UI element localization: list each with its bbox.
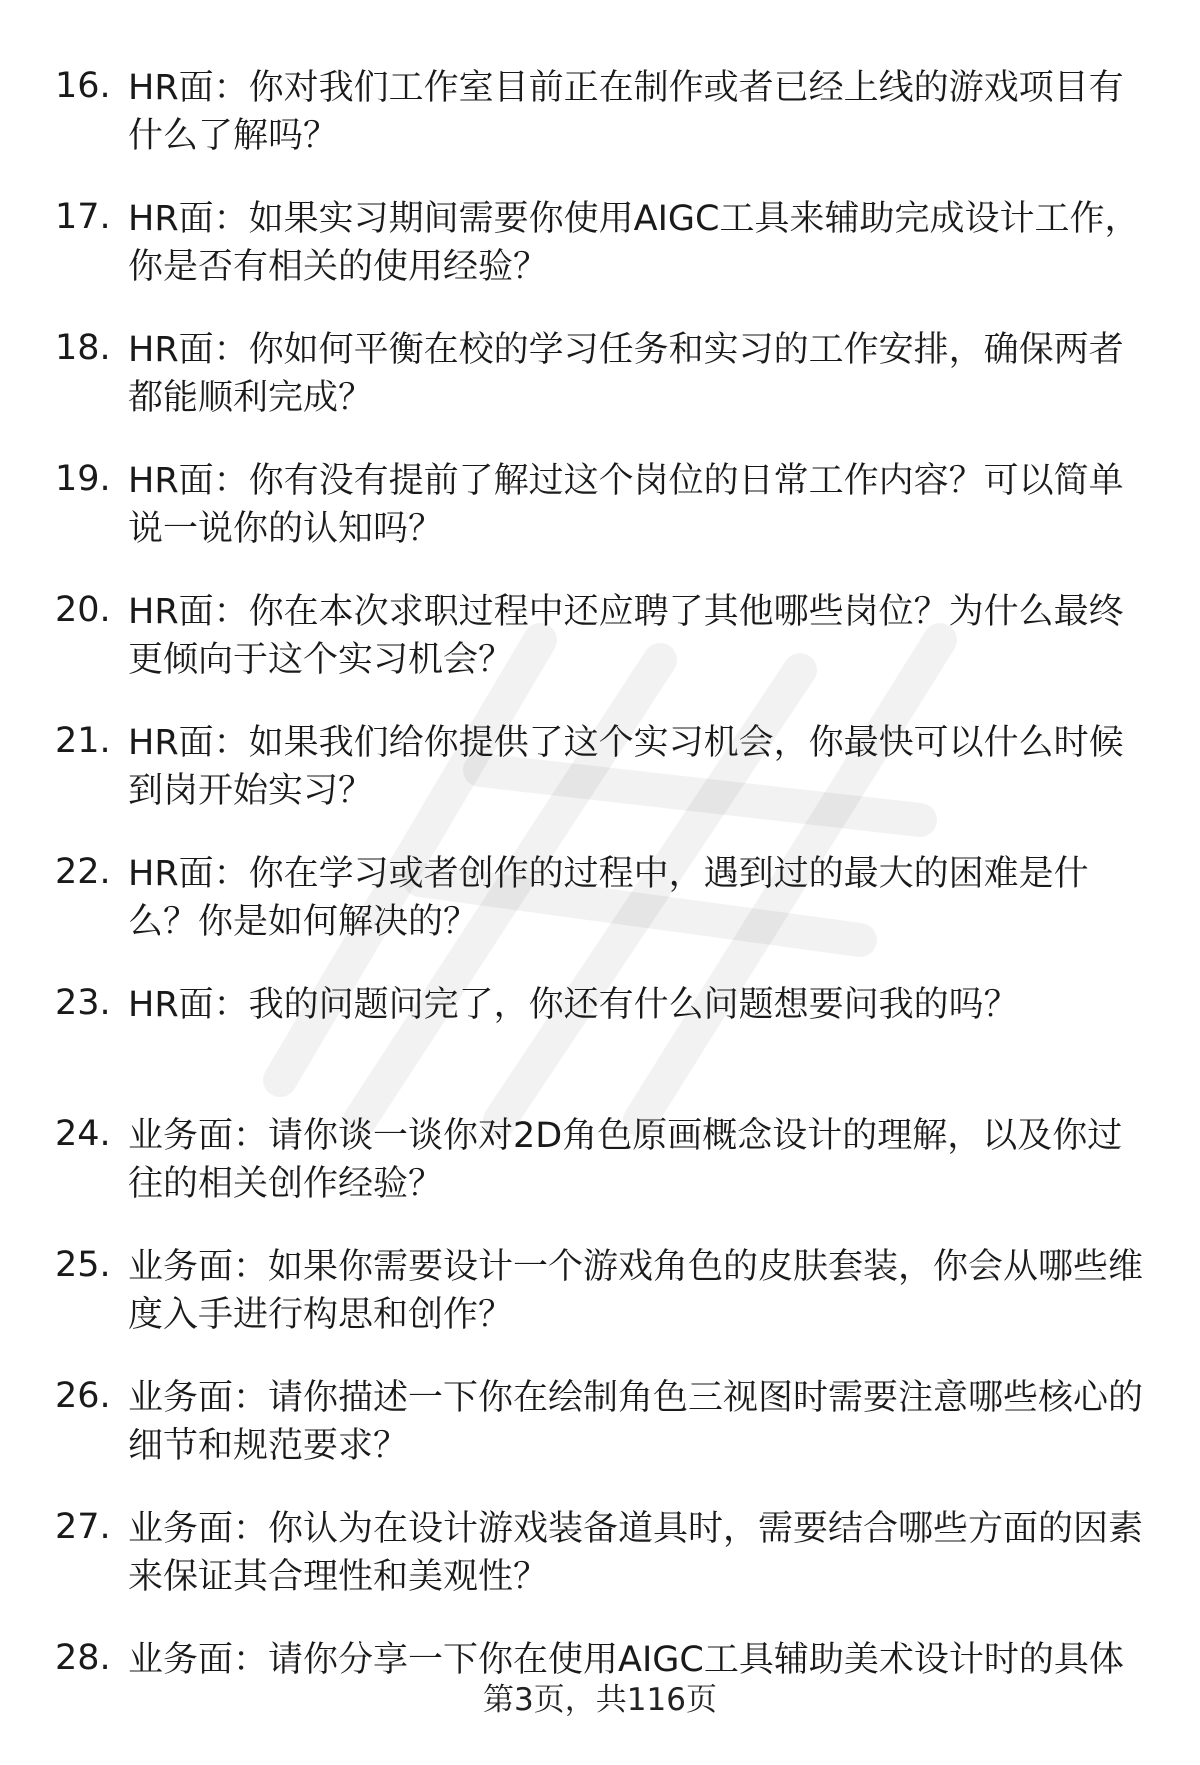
question-number: 20. — [55, 590, 111, 630]
list-item — [55, 1503, 1155, 1634]
question-number: 22. — [55, 852, 111, 892]
list-item — [55, 1110, 1155, 1241]
question-number: 28. — [55, 1638, 111, 1678]
list-item — [55, 717, 1155, 848]
question-list — [55, 62, 1155, 1765]
question-number: 26. — [55, 1376, 111, 1416]
question-text: 业务面：请你分享一下你在使用AIGC工具辅助美术设计时的具体 — [128, 1640, 1124, 1680]
question-text: HR面：如果实习期间需要你使用AIGC工具来辅助完成设计工作，你是否有相关的使用经验？ — [128, 199, 1140, 287]
question-text: 业务面：如果你需要设计一个游戏角色的皮肤套装，你会从哪些维度入手进行构思和创作？ — [128, 1247, 1144, 1335]
question-text: HR面：你在学习或者创作的过程中，遇到过的最大的困难是什么？你是如何解决的？ — [128, 854, 1089, 942]
question-number: 27. — [55, 1507, 111, 1547]
list-item — [55, 979, 1155, 1110]
list-item — [55, 1241, 1155, 1372]
page-footer: 第3页，共116页 — [483, 1682, 717, 1718]
question-number: 16. — [55, 66, 111, 106]
question-number: 18. — [55, 328, 111, 368]
list-item — [55, 324, 1155, 455]
list-item — [55, 848, 1155, 979]
list-item — [55, 193, 1155, 324]
question-number: 19. — [55, 459, 111, 499]
question-number: 17. — [55, 197, 111, 237]
question-text: 业务面：请你谈一谈你对2D角色原画概念设计的理解，以及你过往的相关创作经验？ — [128, 1116, 1123, 1204]
question-number: 25. — [55, 1245, 111, 1285]
question-text: 业务面：你认为在设计游戏装备道具时，需要结合哪些方面的因素来保证其合理性和美观性？ — [128, 1509, 1144, 1597]
question-number: 24. — [55, 1114, 111, 1154]
list-item — [55, 455, 1155, 586]
question-number: 23. — [55, 983, 111, 1023]
list-item — [55, 62, 1155, 193]
question-text: HR面：你对我们工作室目前正在制作或者已经上线的游戏项目有什么了解吗？ — [128, 68, 1124, 156]
question-text: HR面：你如何平衡在校的学习任务和实习的工作安排，确保两者都能顺利完成？ — [128, 330, 1124, 418]
list-item — [55, 586, 1155, 717]
question-text: HR面：我的问题问完了，你还有什么问题想要问我的吗？ — [128, 985, 1019, 1025]
question-text: HR面：你在本次求职过程中还应聘了其他哪些岗位？为什么最终更倾向于这个实习机会？ — [128, 592, 1124, 680]
question-number: 21. — [55, 721, 111, 761]
question-text: HR面：你有没有提前了解过这个岗位的日常工作内容？可以简单说一说你的认知吗？ — [128, 461, 1124, 549]
question-text: 业务面：请你描述一下你在绘制角色三视图时需要注意哪些核心的细节和规范要求？ — [128, 1378, 1144, 1466]
list-item — [55, 1372, 1155, 1503]
question-text: HR面：如果我们给你提供了这个实习机会，你最快可以什么时候到岗开始实习？ — [128, 723, 1124, 811]
